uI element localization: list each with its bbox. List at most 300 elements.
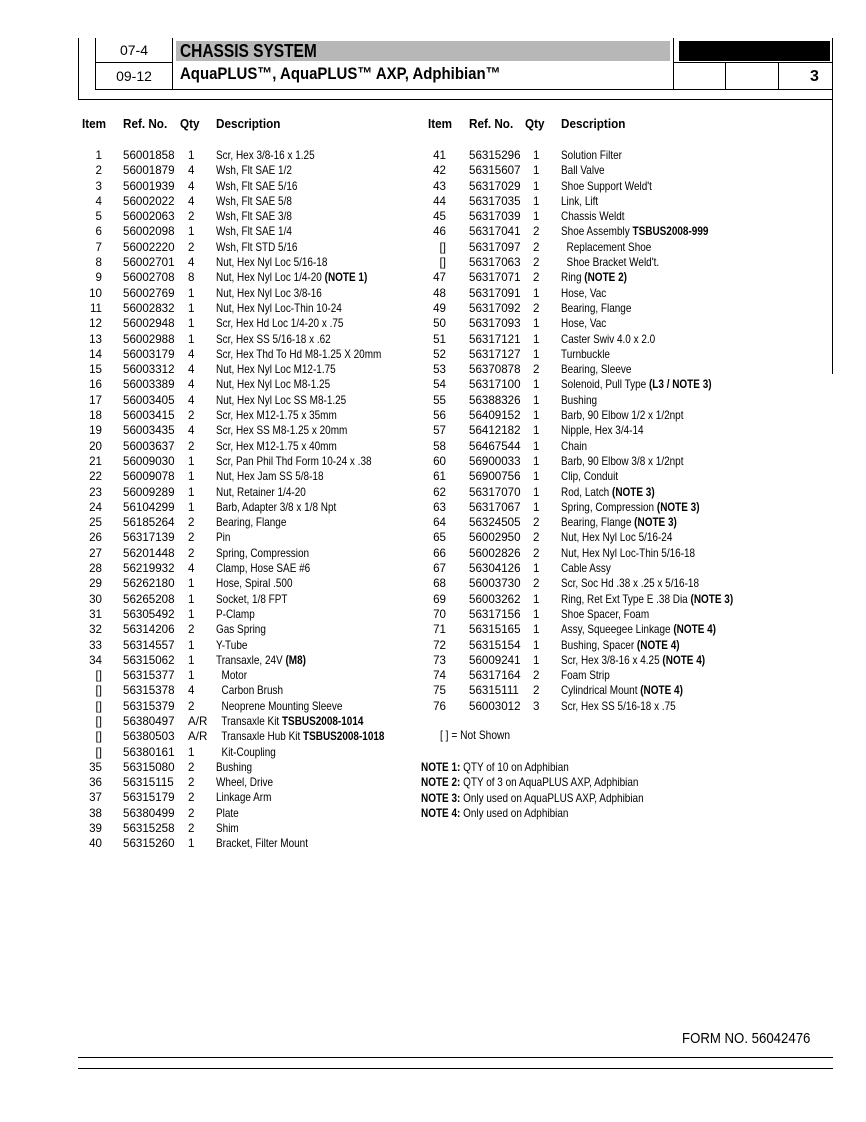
part-item-number: 42 <box>433 164 446 178</box>
part-item-number: 39 <box>89 822 102 836</box>
page-box-div1 <box>725 62 726 89</box>
form-number: FORM NO. 56042476 <box>682 1030 811 1047</box>
part-quantity: 2 <box>533 363 540 377</box>
part-description <box>216 821 239 836</box>
part-description <box>216 469 324 484</box>
part-ref-number: 56002988 <box>123 332 175 346</box>
part-description <box>561 576 699 591</box>
section-code-top: 07-4 <box>119 42 149 58</box>
part-description <box>216 760 252 775</box>
part-item-number: 17 <box>89 393 102 407</box>
part-item-number: 58 <box>433 439 446 453</box>
part-description-text: Barb, Adapter 3/8 x 1/8 Npt <box>216 500 337 514</box>
part-quantity: 2 <box>188 516 195 530</box>
part-ref-number: 56317039 <box>469 210 521 224</box>
part-description <box>561 362 631 377</box>
part-description-text: Clamp, Hose SAE #6 <box>216 562 311 576</box>
note-line <box>421 791 644 806</box>
part-description <box>561 194 598 209</box>
part-ref-number: 56317164 <box>469 669 521 683</box>
part-description <box>216 423 347 438</box>
part-item-number: 54 <box>433 378 446 392</box>
part-description <box>216 485 306 500</box>
part-ref-number: 56317139 <box>123 531 175 545</box>
part-description <box>561 592 733 607</box>
part-item-number: 33 <box>89 638 102 652</box>
part-quantity: 1 <box>533 623 540 637</box>
part-description <box>216 179 297 194</box>
part-quantity: 2 <box>188 623 195 637</box>
part-quantity: 2 <box>533 225 540 239</box>
part-description <box>216 454 372 469</box>
part-item-number: 56 <box>433 409 446 423</box>
part-quantity: 4 <box>188 363 195 377</box>
part-description-text: Spring, Compression <box>561 500 657 514</box>
part-ref-number: 56315260 <box>123 837 175 851</box>
footer-rule <box>78 1057 833 1058</box>
part-ref-number: 56305492 <box>123 607 175 621</box>
part-description-text: Scr, Hex SS M8-1.25 x 20mm <box>216 424 348 438</box>
part-quantity: 2 <box>188 210 195 224</box>
part-item-number: 7 <box>95 240 102 254</box>
part-quantity: 4 <box>188 164 195 178</box>
part-quantity: 1 <box>188 592 195 606</box>
part-item-number: 48 <box>433 286 446 300</box>
part-quantity: 1 <box>188 454 195 468</box>
part-description-note: (NOTE 3) <box>634 516 677 530</box>
part-quantity: 4 <box>188 378 195 392</box>
part-ref-number: 56002769 <box>123 286 175 300</box>
part-description-text: Nipple, Hex 3/4-14 <box>561 424 644 438</box>
title-box-right <box>673 38 674 89</box>
part-ref-number: 56317071 <box>469 271 521 285</box>
part-description-text: Cable Assy <box>561 562 611 576</box>
part-description <box>216 806 239 821</box>
part-description-note: (NOTE 4) <box>673 623 717 637</box>
part-item-number: 47 <box>433 271 446 285</box>
part-quantity: A/R <box>188 714 208 728</box>
part-description <box>561 622 716 637</box>
part-description <box>216 638 247 653</box>
part-ref-number: 56003179 <box>123 347 175 361</box>
part-description <box>561 683 683 698</box>
part-quantity: 2 <box>533 240 540 254</box>
part-quantity: 2 <box>533 577 540 591</box>
part-item-number: [] <box>95 745 102 759</box>
part-description-note: (NOTE 4) <box>636 638 680 652</box>
left-col-qty-header: Qty <box>180 116 200 131</box>
part-description-note: TSBUS2008-1018 <box>303 730 385 744</box>
part-description-text: Wsh, Flt SAE 1/2 <box>216 164 292 178</box>
part-item-number: 45 <box>433 210 446 224</box>
page-number: 3 <box>810 68 819 85</box>
part-description <box>216 668 247 683</box>
part-quantity: 1 <box>188 485 195 499</box>
part-quantity: 2 <box>188 699 195 713</box>
part-item-number: 50 <box>433 317 446 331</box>
page-box-div2 <box>778 62 779 89</box>
part-item-number: 8 <box>95 256 102 270</box>
part-description <box>216 607 255 622</box>
part-quantity: 1 <box>533 470 540 484</box>
part-description-text: Cylindrical Mount <box>561 684 641 698</box>
part-ref-number: 56315062 <box>123 653 175 667</box>
part-description <box>561 270 627 285</box>
part-ref-number: 56003312 <box>123 363 175 377</box>
part-item-number: [] <box>439 256 446 270</box>
part-description <box>216 393 346 408</box>
part-description-text: Y-Tube <box>216 638 248 652</box>
part-description-text: Solution Filter <box>561 149 622 162</box>
part-description <box>561 607 649 622</box>
part-ref-number: 56003435 <box>123 424 175 438</box>
part-quantity: 2 <box>188 822 195 836</box>
part-description-text: Scr, Soc Hd .38 x .25 x 5/16-18 <box>561 577 700 591</box>
part-description <box>561 332 655 347</box>
part-item-number: [] <box>95 714 102 728</box>
part-description-text: Shim <box>216 822 239 836</box>
part-item-number: [] <box>95 730 102 744</box>
part-item-number: 20 <box>89 439 102 453</box>
part-ref-number: 56002063 <box>123 210 175 224</box>
part-item-number: 57 <box>433 424 446 438</box>
part-ref-number: 56002832 <box>123 301 175 315</box>
part-quantity: 1 <box>188 286 195 300</box>
part-description <box>561 286 606 301</box>
part-description <box>216 301 342 316</box>
part-quantity: 2 <box>188 240 195 254</box>
part-item-number: 69 <box>433 592 446 606</box>
part-ref-number: 56003730 <box>469 577 521 591</box>
part-item-number: 52 <box>433 347 446 361</box>
part-description <box>216 439 337 454</box>
part-description-text: Plate <box>216 806 239 820</box>
part-item-number: 11 <box>89 301 102 315</box>
part-description <box>561 301 631 316</box>
part-ref-number: 56900756 <box>469 470 521 484</box>
part-description <box>216 377 330 392</box>
part-ref-number: 56009241 <box>469 653 521 667</box>
part-description <box>561 699 676 714</box>
part-description-text: Nut, Hex Nyl Loc M12-1.75 <box>216 363 336 377</box>
part-description <box>561 408 683 423</box>
part-description <box>216 270 367 285</box>
notes-list <box>421 760 680 821</box>
part-ref-number: 56265208 <box>123 592 175 606</box>
part-item-number: 32 <box>89 623 102 637</box>
part-ref-number: 56003405 <box>123 393 175 407</box>
part-ref-number: 56003415 <box>123 409 175 423</box>
part-quantity: 1 <box>533 607 540 621</box>
part-description <box>216 209 292 224</box>
part-quantity: 4 <box>188 562 195 576</box>
part-ref-number: 56380497 <box>123 714 175 728</box>
part-quantity: 2 <box>188 806 195 820</box>
part-description-text: Ball Valve <box>561 164 605 178</box>
part-quantity: 1 <box>533 409 540 423</box>
part-item-number: 68 <box>433 577 446 591</box>
part-item-number: 18 <box>89 409 102 423</box>
not-shown-legend: [ ] = Not Shown <box>440 729 511 742</box>
part-quantity: 1 <box>188 653 195 667</box>
part-description-text: Scr, Hex M12-1.75 x 40mm <box>216 439 337 453</box>
part-ref-number: 56003389 <box>123 378 175 392</box>
part-description-text: Shoe Support Weld't <box>561 179 652 193</box>
part-item-number: 26 <box>89 531 102 545</box>
part-item-number: 75 <box>433 684 446 698</box>
part-quantity: 1 <box>533 592 540 606</box>
part-item-number: 15 <box>89 363 102 377</box>
part-item-number: 43 <box>433 179 446 193</box>
part-description-text: Bearing, Sleeve <box>561 363 632 377</box>
part-description-text: P-Clamp <box>216 607 255 621</box>
part-quantity: 4 <box>188 256 195 270</box>
part-description-text: Hose, Vac <box>561 286 607 300</box>
part-description-text: Wsh, Flt SAE 5/8 <box>216 194 292 208</box>
part-ref-number: 56002950 <box>469 531 521 545</box>
part-description <box>561 163 605 178</box>
part-ref-number: 56317097 <box>469 240 521 254</box>
part-item-number: 71 <box>433 623 446 637</box>
part-item-number: 3 <box>95 179 102 193</box>
section-title: CHASSIS SYSTEM <box>180 41 317 61</box>
part-item-number: 49 <box>433 301 446 315</box>
part-ref-number: 56104299 <box>123 500 175 514</box>
note-text: Only used on AquaPLUS AXP, Adphibian <box>460 791 644 805</box>
part-description <box>216 316 343 331</box>
part-description <box>561 423 644 438</box>
part-quantity: 1 <box>533 500 540 514</box>
note-label: NOTE 2: <box>421 776 461 790</box>
part-item-number: 28 <box>89 562 102 576</box>
part-item-number: 40 <box>89 837 102 851</box>
part-description <box>561 546 695 561</box>
part-quantity: 1 <box>533 317 540 331</box>
part-ref-number: 56317121 <box>469 332 521 346</box>
part-description-text: Bushing, Spacer <box>561 638 637 652</box>
part-quantity: 2 <box>188 531 195 545</box>
part-description-text: Replacement Shoe <box>561 240 652 254</box>
part-description-text: Scr, Hex 3/8-16 x 4.25 <box>561 653 663 667</box>
part-description <box>561 454 683 469</box>
part-item-number: 62 <box>433 485 446 499</box>
part-description <box>561 469 618 484</box>
part-ref-number: 56380499 <box>123 806 175 820</box>
part-quantity: 1 <box>533 179 540 193</box>
part-description <box>216 194 292 209</box>
part-item-number: 16 <box>89 378 102 392</box>
part-ref-number: 56324505 <box>469 516 521 530</box>
part-ref-number: 56317067 <box>469 500 521 514</box>
part-quantity: 2 <box>533 301 540 315</box>
part-item-number: 74 <box>433 669 446 683</box>
part-description-text: Ring <box>561 271 585 285</box>
part-item-number: 5 <box>95 210 102 224</box>
part-description-text: Foam Strip <box>561 669 610 683</box>
part-ref-number: 56317093 <box>469 317 521 331</box>
part-ref-number: 56317091 <box>469 286 521 300</box>
part-quantity: 1 <box>533 286 540 300</box>
part-description <box>216 729 384 744</box>
part-quantity: 1 <box>533 164 540 178</box>
part-quantity: 1 <box>533 194 540 208</box>
part-quantity: 1 <box>188 470 195 484</box>
part-item-number: 37 <box>89 791 102 805</box>
part-item-number: 67 <box>433 562 446 576</box>
part-description <box>216 775 273 790</box>
product-subtitle: AquaPLUS™, AquaPLUS™ AXP, Adphibian™ <box>180 64 501 83</box>
part-quantity: 1 <box>188 607 195 621</box>
part-ref-number: 56009078 <box>123 470 175 484</box>
part-description <box>561 561 611 576</box>
part-description-text: Scr, Hex Hd Loc 1/4-20 x .75 <box>216 317 344 331</box>
part-description-text: Socket, 1/8 FPT <box>216 592 288 606</box>
part-quantity: 2 <box>533 669 540 683</box>
part-quantity: 8 <box>188 271 195 285</box>
part-description-text: Nut, Hex Nyl Loc 3/8-16 <box>216 286 322 300</box>
part-description-note: TSBUS2008-1014 <box>281 714 364 728</box>
left-col-item-header: Item <box>82 116 107 131</box>
part-ref-number: 56262180 <box>123 577 175 591</box>
part-item-number: [] <box>95 699 102 713</box>
part-description-text: Motor <box>216 669 248 683</box>
part-ref-number: 56317029 <box>469 179 521 193</box>
part-ref-number: 56315258 <box>123 822 175 836</box>
code-box-bottom <box>95 89 833 90</box>
part-item-number: 31 <box>89 607 102 621</box>
part-description-text: Neoprene Mounting Sleeve <box>216 699 343 713</box>
part-ref-number: 56315154 <box>469 638 521 652</box>
part-description <box>561 316 606 331</box>
part-description-text: Scr, Hex SS 5/16-18 x .62 <box>216 332 331 346</box>
part-ref-number: 56317100 <box>469 378 521 392</box>
part-description <box>561 485 655 500</box>
part-description-text: Shoe Bracket Weld't. <box>561 256 660 270</box>
part-description-text: Nut, Hex Nyl Loc M8-1.25 <box>216 378 331 392</box>
part-description-text: Scr, Hex SS 5/16-18 x .75 <box>561 699 676 713</box>
note-label: NOTE 4: <box>421 806 461 820</box>
part-ref-number: 56219932 <box>123 562 175 576</box>
part-item-number: 27 <box>89 546 102 560</box>
part-ref-number: 56314206 <box>123 623 175 637</box>
page-left-border <box>78 38 79 100</box>
part-ref-number: 56314557 <box>123 638 175 652</box>
part-ref-number: 56001939 <box>123 179 175 193</box>
part-description <box>561 255 659 270</box>
part-description-text: Nut, Hex Nyl Loc 5/16-18 <box>216 256 328 270</box>
part-ref-number: 56900033 <box>469 454 521 468</box>
note-text: QTY of 3 on AquaPLUS AXP, Adphibian <box>460 776 639 790</box>
part-description <box>561 179 652 194</box>
part-quantity: 1 <box>188 837 195 851</box>
part-quantity: 4 <box>188 684 195 698</box>
part-ref-number: 56315378 <box>123 684 175 698</box>
part-description-text: Spring, Compression <box>216 546 310 560</box>
part-item-number: 24 <box>89 500 102 514</box>
part-description-text: Nut, Hex Jam SS 5/8-18 <box>216 470 324 484</box>
part-description-text: Pin <box>216 531 231 545</box>
part-item-number: 60 <box>433 454 446 468</box>
part-ref-number: 56317156 <box>469 607 521 621</box>
part-item-number: 76 <box>433 699 446 713</box>
part-description <box>561 347 610 362</box>
part-description-text: Wsh, Flt SAE 3/8 <box>216 210 292 224</box>
part-quantity: 4 <box>188 424 195 438</box>
part-ref-number: 56315379 <box>123 699 175 713</box>
part-description <box>216 546 309 561</box>
part-quantity: 1 <box>533 393 540 407</box>
part-ref-number: 56201448 <box>123 546 175 560</box>
part-description-text: Bearing, Flange <box>561 301 632 315</box>
part-description <box>561 500 700 515</box>
part-quantity: 4 <box>188 347 195 361</box>
part-description <box>216 530 230 545</box>
note-line <box>421 806 644 821</box>
part-description-note: (NOTE 1) <box>324 271 368 285</box>
part-item-number: 2 <box>95 164 102 178</box>
part-quantity: 1 <box>188 301 195 315</box>
note-label: NOTE 3: <box>421 791 461 805</box>
part-quantity: 2 <box>188 760 195 774</box>
part-description <box>216 836 308 851</box>
part-description-note: (NOTE 2) <box>584 271 627 285</box>
footer-rule-bottom <box>78 1068 833 1069</box>
part-description <box>561 530 672 545</box>
part-description <box>561 668 610 683</box>
part-quantity: 1 <box>533 378 540 392</box>
part-ref-number: 56002220 <box>123 240 175 254</box>
part-ref-number: 56009030 <box>123 454 175 468</box>
part-ref-number: 56003637 <box>123 439 175 453</box>
part-quantity: 4 <box>188 194 195 208</box>
part-item-number: 13 <box>89 332 102 346</box>
part-ref-number: 56185264 <box>123 516 175 530</box>
part-description-note: (M8) <box>285 653 306 667</box>
part-description-note: (NOTE 3) <box>690 592 734 606</box>
part-description-note: (NOTE 3) <box>656 500 700 514</box>
part-description-text: Bearing, Flange <box>216 516 287 530</box>
part-ref-number: 56380503 <box>123 730 175 744</box>
part-quantity: 1 <box>188 317 195 331</box>
part-description <box>561 224 708 239</box>
part-description <box>216 653 306 668</box>
part-quantity: 1 <box>533 562 540 576</box>
part-quantity: 1 <box>188 577 195 591</box>
note-line <box>421 760 644 775</box>
part-ref-number: 56002826 <box>469 546 521 560</box>
part-quantity: 1 <box>188 745 195 759</box>
part-description-text: Bushing <box>561 393 598 407</box>
part-quantity: 4 <box>188 179 195 193</box>
right-col-ref-header: Ref. No. <box>469 116 514 131</box>
part-item-number: 41 <box>433 149 446 162</box>
part-item-number: 9 <box>95 271 102 285</box>
part-item-number: 22 <box>89 470 102 484</box>
part-ref-number: 56467544 <box>469 439 521 453</box>
part-ref-number: 56001879 <box>123 164 175 178</box>
part-description-text: Wsh, Flt SAE 1/4 <box>216 225 292 239</box>
part-description-text: Solenoid, Pull Type <box>561 378 649 392</box>
part-description-text: Scr, Pan Phil Thd Form 10-24 x .38 <box>216 454 372 468</box>
part-description-text: Kit-Coupling <box>216 745 276 759</box>
part-description-text: Carbon Brush <box>216 684 284 698</box>
part-description-text: Bushing <box>216 760 253 774</box>
part-quantity: 2 <box>533 271 540 285</box>
part-description-text: Bracket, Filter Mount <box>216 837 308 851</box>
part-description-text: Nut, Hex Nyl Loc-Thin 5/16-18 <box>561 546 696 560</box>
part-description <box>216 622 266 637</box>
part-item-number: 66 <box>433 546 446 560</box>
